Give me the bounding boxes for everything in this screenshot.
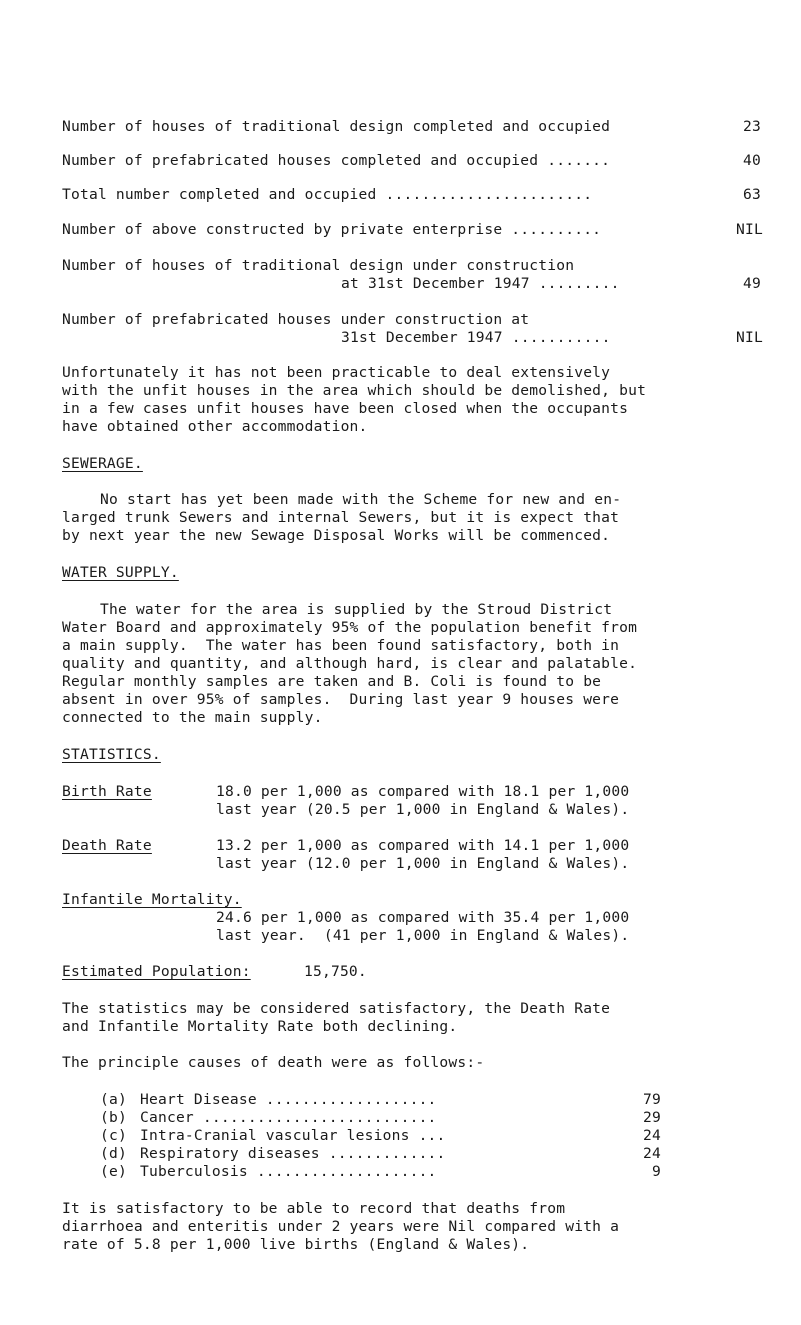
- birth-rate-line: last year (20.5 per 1,000 in England & Wales).: [216, 801, 630, 818]
- cause-letter: (a): [100, 1091, 127, 1108]
- unfit-paragraph-line: with the unfit houses in the area which should be demolished, but: [62, 382, 647, 399]
- water-paragraph-line: connected to the main supply.: [62, 709, 323, 726]
- traditional-under-construction-value: 49: [743, 275, 761, 292]
- water-paragraph-line: quality and quantity, and although hard, is clear and palatable.: [62, 655, 638, 672]
- cause-label: Respiratory diseases .............: [140, 1145, 446, 1162]
- summary-line: The statistics may be considered satisfactory, the Death Rate: [62, 1000, 611, 1017]
- prefab-under-construction-label-2: 31st December 1947 ...........: [341, 329, 611, 346]
- cause-value: 29: [643, 1109, 661, 1126]
- traditional-under-construction-label-1: Number of houses of traditional design under construction: [62, 257, 575, 274]
- cause-letter: (b): [100, 1109, 127, 1126]
- unfit-paragraph-line: have obtained other accommodation.: [62, 418, 368, 435]
- cause-value: 9: [652, 1163, 661, 1180]
- closing-line: It is satisfactory to be able to record that deaths from: [62, 1200, 566, 1217]
- cause-label: Heart Disease ...................: [140, 1091, 437, 1108]
- infantile-mortality-label: Infantile Mortality.: [62, 891, 242, 908]
- sewerage-heading: SEWERAGE.: [62, 455, 143, 472]
- traditional-under-construction-label-2: at 31st December 1947 .........: [341, 275, 620, 292]
- water-paragraph-line: The water for the area is supplied by the Stroud District: [100, 601, 613, 618]
- water-paragraph-line: Water Board and approximately 95% of the population benefit from: [62, 619, 638, 636]
- cause-letter: (d): [100, 1145, 127, 1162]
- estimated-population-label: Estimated Population:: [62, 963, 251, 980]
- cause-letter: (c): [100, 1127, 127, 1144]
- water-paragraph-line: Regular monthly samples are taken and B. Coli is found to be: [62, 673, 602, 690]
- cause-label: Tuberculosis ....................: [140, 1163, 437, 1180]
- birth-rate-label: Birth Rate: [62, 783, 152, 800]
- unfit-paragraph-line: in a few cases unfit houses have been closed when the occupants: [62, 400, 629, 417]
- cause-label: Intra-Cranial vascular lesions ...: [140, 1127, 446, 1144]
- death-rate-label: Death Rate: [62, 837, 152, 854]
- cause-value: 24: [643, 1145, 661, 1162]
- total-completed-value: 63: [743, 186, 761, 203]
- prefab-completed-label: Number of prefabricated houses completed and occupied .......: [62, 152, 611, 169]
- death-rate-line: 13.2 per 1,000 as compared with 14.1 per 1,000: [216, 837, 630, 854]
- sewerage-paragraph-line: larged trunk Sewers and internal Sewers, but it is expect that: [62, 509, 620, 526]
- private-enterprise-value: NIL: [736, 221, 763, 238]
- cause-label: Cancer ..........................: [140, 1109, 437, 1126]
- unfit-paragraph-line: Unfortunately it has not been practicable to deal extensively: [62, 364, 611, 381]
- traditional-completed-value: 23: [743, 118, 761, 135]
- birth-rate-line: 18.0 per 1,000 as compared with 18.1 per 1,000: [216, 783, 630, 800]
- prefab-under-construction-value: NIL: [736, 329, 763, 346]
- total-completed-label: Total number completed and occupied .......................: [62, 186, 593, 203]
- death-rate-line: last year (12.0 per 1,000 in England & Wales).: [216, 855, 630, 872]
- traditional-completed-label: Number of houses of traditional design completed and occupied: [62, 118, 611, 135]
- statistics-heading: STATISTICS.: [62, 746, 161, 763]
- cause-letter: (e): [100, 1163, 127, 1180]
- infantile-mortality-line: last year. (41 per 1,000 in England & Wales).: [216, 927, 630, 944]
- prefab-completed-value: 40: [743, 152, 761, 169]
- closing-line: diarrhoea and enteritis under 2 years were Nil compared with a: [62, 1218, 620, 1235]
- cause-value: 24: [643, 1127, 661, 1144]
- estimated-population-value: 15,750.: [304, 963, 367, 980]
- summary-line: and Infantile Mortality Rate both declining.: [62, 1018, 458, 1035]
- cause-value: 79: [643, 1091, 661, 1108]
- closing-line: rate of 5.8 per 1,000 live births (England & Wales).: [62, 1236, 530, 1253]
- private-enterprise-label: Number of above constructed by private enterprise ..........: [62, 221, 602, 238]
- water-paragraph-line: absent in over 95% of samples. During last year 9 houses were: [62, 691, 620, 708]
- prefab-under-construction-label-1: Number of prefabricated houses under construction at: [62, 311, 530, 328]
- sewerage-paragraph-line: No start has yet been made with the Scheme for new and en-: [100, 491, 622, 508]
- water-supply-heading: WATER SUPPLY.: [62, 564, 179, 581]
- water-paragraph-line: a main supply. The water has been found satisfactory, both in: [62, 637, 620, 654]
- sewerage-paragraph-line: by next year the new Sewage Disposal Works will be commenced.: [62, 527, 611, 544]
- infantile-mortality-line: 24.6 per 1,000 as compared with 35.4 per 1,000: [216, 909, 630, 926]
- causes-intro: The principle causes of death were as follows:-: [62, 1054, 485, 1071]
